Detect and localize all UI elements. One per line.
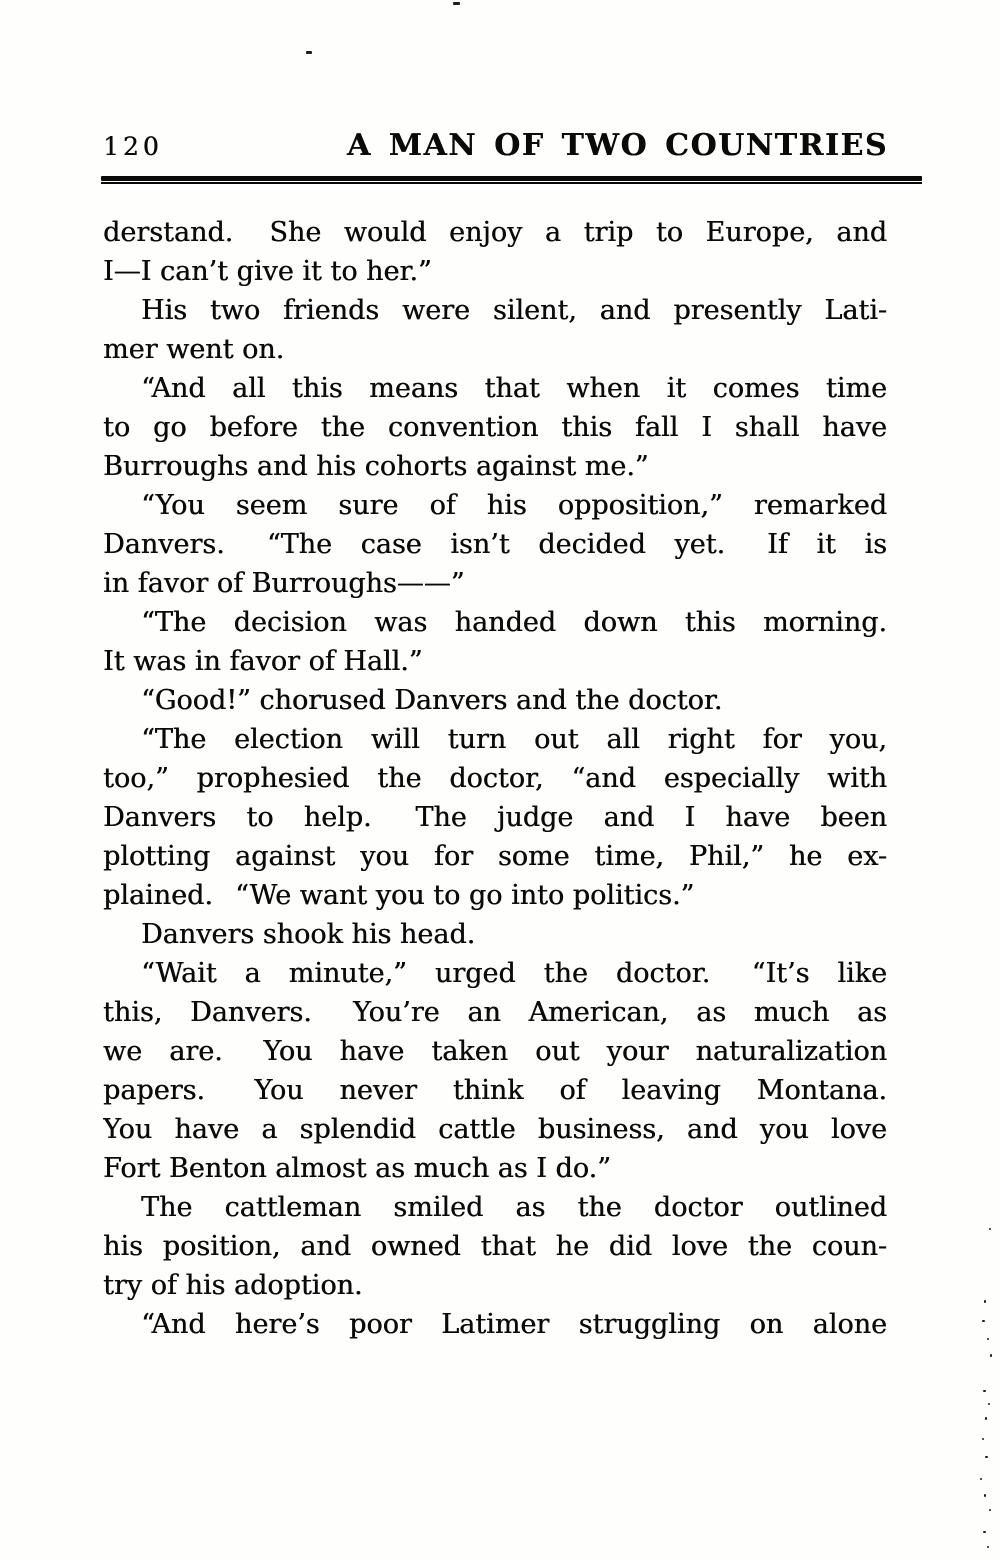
text-line: in favor of Burroughs——” <box>103 568 465 599</box>
text-line: his position, and owned that he did love the coun- <box>103 1231 887 1262</box>
text-line: to go before the convention this fall I shall have <box>103 412 887 443</box>
scan-speck <box>306 51 312 54</box>
scan-speck <box>982 1438 984 1440</box>
scan-speck <box>988 1403 990 1405</box>
text-line: too,” prophesied the doctor, “and especially with <box>103 763 887 794</box>
text-line: Danvers shook his head. <box>141 919 476 950</box>
body-text <box>103 213 887 1344</box>
paragraph <box>103 213 887 291</box>
text-line: papers. You never think of leaving Montana. <box>103 1075 887 1106</box>
paragraph <box>103 1305 887 1344</box>
page-number: 120 <box>103 132 163 161</box>
text-line: try of his adoption. <box>103 1270 363 1301</box>
scan-speck <box>990 1354 992 1357</box>
text-line: “And here’s poor Latimer struggling on alone <box>141 1309 887 1340</box>
text-line: plained. “We want you to go into politics.” <box>103 880 695 911</box>
scan-speck <box>983 1390 986 1392</box>
text-line: plotting against you for some time, Phil,” he ex- <box>103 841 887 872</box>
text-line: “The election will turn out all right for you, <box>141 724 887 755</box>
text-line: “The decision was handed down this morning. <box>141 607 887 638</box>
scan-speck <box>983 1531 986 1533</box>
text-line: “You seem sure of his opposition,” remarked <box>141 490 887 521</box>
text-line: “And all this means that when it comes time <box>141 373 887 404</box>
scan-speck <box>989 1228 991 1230</box>
scan-speck <box>453 2 460 5</box>
page-header <box>103 128 888 163</box>
text-line: I—I can’t give it to her.” <box>103 256 432 287</box>
scan-speck <box>982 1320 985 1322</box>
paragraph <box>103 291 887 369</box>
text-line: “Wait a minute,” urged the doctor. “It’s like <box>141 958 887 989</box>
paragraph <box>103 603 887 681</box>
paragraph <box>103 1188 887 1305</box>
text-line: The cattleman smiled as the doctor outlined <box>141 1192 887 1223</box>
header-rule <box>101 176 922 184</box>
header-rule-thick <box>101 176 922 181</box>
paragraph <box>103 720 887 915</box>
paragraph <box>103 915 887 954</box>
text-line: we are. You have taken out your naturalization <box>103 1036 887 1067</box>
text-line: this, Danvers. You’re an American, as much as <box>103 997 887 1028</box>
text-line: Burroughs and his cohorts against me.” <box>103 451 649 482</box>
text-line: derstand. She would enjoy a trip to Europe, and <box>103 217 887 248</box>
running-title: A MAN OF TWO COUNTRIES <box>347 128 888 163</box>
text-line: Danvers. “The case isn’t decided yet. If it is <box>103 529 887 560</box>
scan-speck <box>987 1338 989 1340</box>
text-line: You have a splendid cattle business, and you love <box>103 1114 887 1145</box>
scan-speck <box>984 1494 986 1497</box>
text-line: mer went on. <box>103 334 285 365</box>
scan-speck <box>989 1509 991 1511</box>
paragraph <box>103 681 887 720</box>
text-line: His two friends were silent, and presently Lati- <box>141 295 887 326</box>
text-line: Danvers to help. The judge and I have been <box>103 802 887 833</box>
scan-speck <box>985 1456 988 1458</box>
paragraph <box>103 486 887 603</box>
scan-speck <box>984 1300 986 1303</box>
header-rule-thin <box>101 182 922 184</box>
scan-speck <box>985 1417 987 1420</box>
text-line: It was in favor of Hall.” <box>103 646 423 677</box>
scan-speck <box>980 1478 982 1480</box>
text-line: “Good!” chorused Danvers and the doctor. <box>141 685 723 716</box>
paragraph <box>103 954 887 1188</box>
scan-speck <box>987 1546 989 1548</box>
paragraph <box>103 369 887 486</box>
text-line: Fort Benton almost as much as I do.” <box>103 1153 611 1184</box>
